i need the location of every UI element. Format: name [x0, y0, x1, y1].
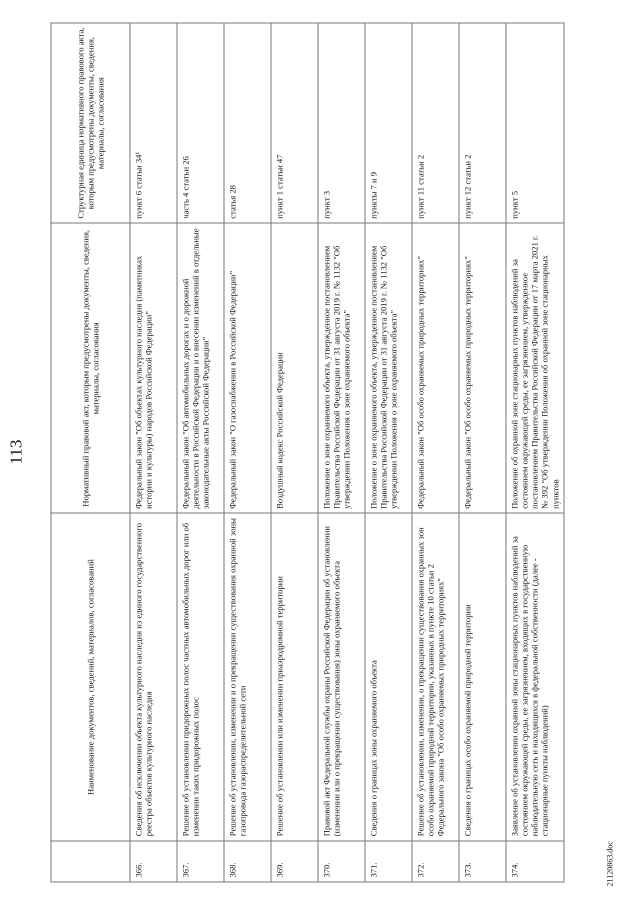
row-document-name: Правовой акт Федеральной службы охраны Российской Федерации об установлении (изменении или о прекращении существования) зоны охраняемого объекта [318, 513, 365, 840]
row-structural-unit: пункт 1 статьи 47 [271, 23, 318, 223]
row-number: 368. [224, 841, 271, 882]
row-legal-act: Федеральный закон "О газоснабжении в Российской Федерации" [224, 223, 271, 513]
row-legal-act: Положение об охранной зоне стационарных пунктов наблюдений за состоянием окружающей среды, ее загрязнением, утвержденное постановлением Правительства Российской Федерации от 17 марта 2021 г. № 392 "Об утверждении Положения об охранной зоне стационарных пунктов [506, 223, 564, 513]
row-number: 372. [412, 841, 459, 882]
row-legal-act: Воздушный кодекс Российской Федерации [271, 223, 318, 513]
table-row [271, 23, 318, 882]
row-document-name: Решение об установлении, изменении и о прекращении существования охранной зоны газопровода газораспределительной сети [224, 513, 271, 840]
table-row [459, 23, 506, 882]
document-code: 21120863.doc [605, 841, 615, 887]
row-number: 369. [271, 841, 318, 882]
row-legal-act: Федеральный закон "Об особо охраняемых природных территориях" [459, 223, 506, 513]
row-number: 366. [130, 841, 177, 882]
row-number: 374. [506, 841, 564, 882]
row-document-name: Сведения о границах зоны охраняемого объекта [365, 513, 412, 840]
header-document-name: Наименование документов, сведений, материалов, согласований [51, 513, 130, 840]
row-number: 373. [459, 841, 506, 882]
row-document-name: Сведения об исключении объекта культурного наследия из единого государственного реестра объектов культурного наследия [130, 513, 177, 840]
row-structural-unit: пункт 3 [318, 23, 365, 223]
row-structural-unit: пункт 11 статьи 2 [412, 23, 459, 223]
header-number [51, 841, 130, 882]
documents-table [51, 23, 565, 883]
table-row [130, 23, 177, 882]
row-structural-unit: пункт 6 статьи 34¹ [130, 23, 177, 223]
row-number: 371. [365, 841, 412, 882]
rotated-page-content [1, 0, 640, 905]
row-legal-act: Федеральный закон "Об объектах культурного наследия (памятниках истории и культуры) народов Российской Федерации" [130, 223, 177, 513]
table-row [365, 23, 412, 882]
page-number: 113 [6, 439, 26, 465]
header-legal-act: Нормативный правовой акт, которым предусмотрены документы, сведения, материалы, согласования [51, 223, 130, 513]
row-document-name: Решение об установлении, изменении, о прекращении существования охранных зон особо охраняемой природной территории, указанных в пункте 10 статьи 2 Федерального закона "Об особо охраняемых природных территориях" [412, 513, 459, 840]
table-row [412, 23, 459, 882]
header-structural-unit: Структурная единица нормативного правового акта, которым предусмотрены документы, сведения, материалы, согласования [51, 23, 130, 223]
row-document-name: Решение об установлении или изменении приаэродромной территории [271, 513, 318, 840]
row-document-name: Решение об установлении придорожных полос частных автомобильных дорог или об изменении таких придорожных полос [177, 513, 224, 840]
row-structural-unit: пункт 12 статьи 2 [459, 23, 506, 223]
row-structural-unit: пункты 7 и 9 [365, 23, 412, 223]
row-legal-act: Федеральный закон "Об особо охраняемых природных территориях" [412, 223, 459, 513]
row-number: 370. [318, 841, 365, 882]
row-legal-act: Положение о зоне охраняемого объекта, утвержденное постановлением Правительства Российской Федерации от 31 августа 2019 г. № 1132 "Об утверждении Положения о зоне охраняемого объекта" [365, 223, 412, 513]
table-header-row [51, 23, 130, 882]
table-row [318, 23, 365, 882]
row-number: 367. [177, 841, 224, 882]
row-structural-unit: пункт 5 [506, 23, 564, 223]
row-document-name: Заявление об установлении охранной зоны стационарных пунктов наблюдений за состоянием окружающей среды, ее загрязнением, входящих в государственную наблюдательную сеть и находящихся в федеральной собственности (далее - стационарные пункты наблюдений) [506, 513, 564, 840]
row-structural-unit: статья 28 [224, 23, 271, 223]
row-legal-act: Положение о зоне охраняемого объекта, утвержденное постановлением Правительства Российской Федерации от 31 августа 2019 г. № 1132 "Об утверждении Положения о зоне охраняемого объекта" [318, 223, 365, 513]
row-structural-unit: часть 4 статьи 26 [177, 23, 224, 223]
row-legal-act: Федеральный закон "Об автомобильных дорогах и о дорожной деятельности в Российской Федерации и о внесении изменений в отдельные законодательные акты Российской Федерации" [177, 223, 224, 513]
table-row [224, 23, 271, 882]
row-document-name: Сведения о границах особо охраняемой природной территории [459, 513, 506, 840]
table-row [177, 23, 224, 882]
table-row [506, 23, 564, 882]
